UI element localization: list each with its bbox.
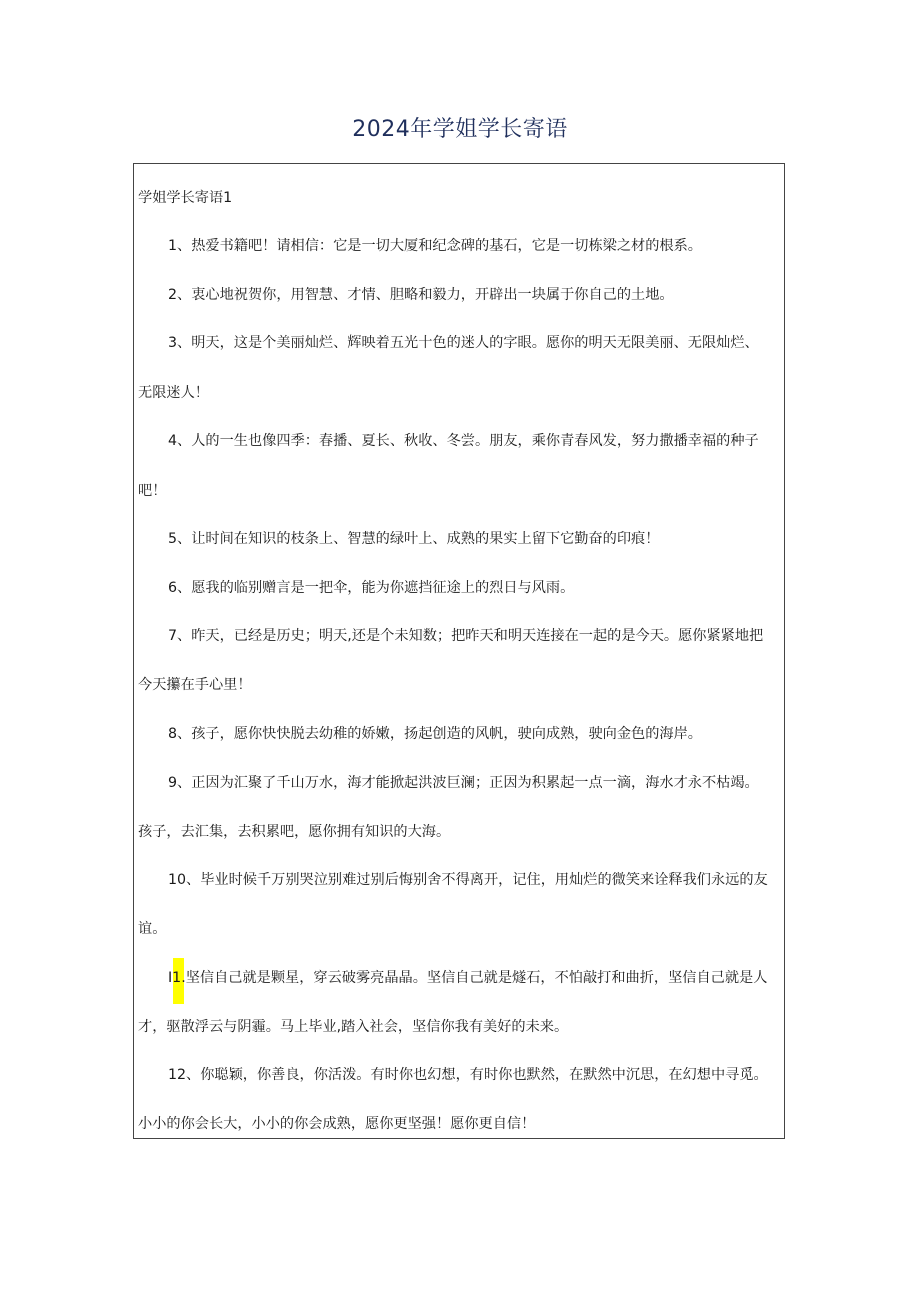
paragraph-line: 小小的你会长大，小小的你会成熟，愿你更坚强！愿你更自信！ <box>138 1116 536 1132</box>
paragraph-line: 2、衷心地祝贺你，用智慧、才情、胆略和毅力，开辟出一块属于你自己的土地。 <box>168 287 674 303</box>
paragraph-line: 今天攥在手心里！ <box>138 677 252 693</box>
paragraph-line: 1、热爱书籍吧！请相信：它是一切大厦和纪念碑的基石，它是一切栋梁之材的根系。 <box>168 238 702 254</box>
paragraph-line: 4、人的一生也像四季：春播、夏长、秋收、冬尝。朋友，乘你青春风发，努力撒播幸福的种子 <box>168 433 759 449</box>
paragraph-line: 6、愿我的临别赠言是一把伞，能为你遮挡征途上的烈日与风雨。 <box>168 580 575 596</box>
paragraph-line-highlighted <box>134 968 818 988</box>
content-box <box>133 163 785 1139</box>
paragraph-line: 7、昨天，已经是历史；明天,还是个未知数；把昨天和明天连接在一起的是今天。愿你紧紧地把 <box>168 628 764 644</box>
paragraph-line: 无限迷人！ <box>138 385 209 401</box>
paragraph-line: 3、明天，这是个美丽灿烂、辉映着五光十色的迷人的字眼。愿你的明天无限美丽、无限灿烂、 <box>168 335 759 351</box>
paragraph-line: 孩子，去汇集，去积累吧，愿你拥有知识的大海。 <box>138 824 451 840</box>
paragraph-line: 谊。 <box>138 921 167 937</box>
paragraph-line: 12、你聪颖，你善良，你活泼。有时你也幻想，有时你也默然，在默然中沉思，在幻想中寻觅。 <box>168 1067 768 1083</box>
paragraph-line: 8、孩子，愿你快快脱去幼稚的娇嫩，扬起创造的风帆，驶向成熟，驶向金色的海岸。 <box>168 726 702 742</box>
paragraph-text: I1.坚信自己就是颗星，穿云破雾亮晶晶。坚信自己就是燧石，不怕敲打和曲折，坚信自己就是人 <box>168 970 768 986</box>
section-heading: 学姐学长寄语1 <box>138 190 233 206</box>
paragraph-line: 吧！ <box>138 483 167 499</box>
paragraph-line: 5、让时间在知识的枝条上、智慧的绿叶上、成熟的果实上留下它勤奋的印痕！ <box>168 531 660 547</box>
paragraph-line: 才，驱散浮云与阴霾。马上毕业,踏入社会，坚信你我有美好的未来。 <box>138 1019 569 1035</box>
page-title: 2024年学姐学长寄语 <box>352 117 568 142</box>
paragraph-line: 9、正因为汇聚了千山万水，海才能掀起洪波巨澜；正因为积累起一点一滴，海水才永不枯竭。 <box>168 775 759 791</box>
paragraph-line: 10、毕业时候千万别哭泣别难过别后悔别舍不得离开，记住，用灿烂的微笑来诠释我们永远的友 <box>168 872 768 888</box>
